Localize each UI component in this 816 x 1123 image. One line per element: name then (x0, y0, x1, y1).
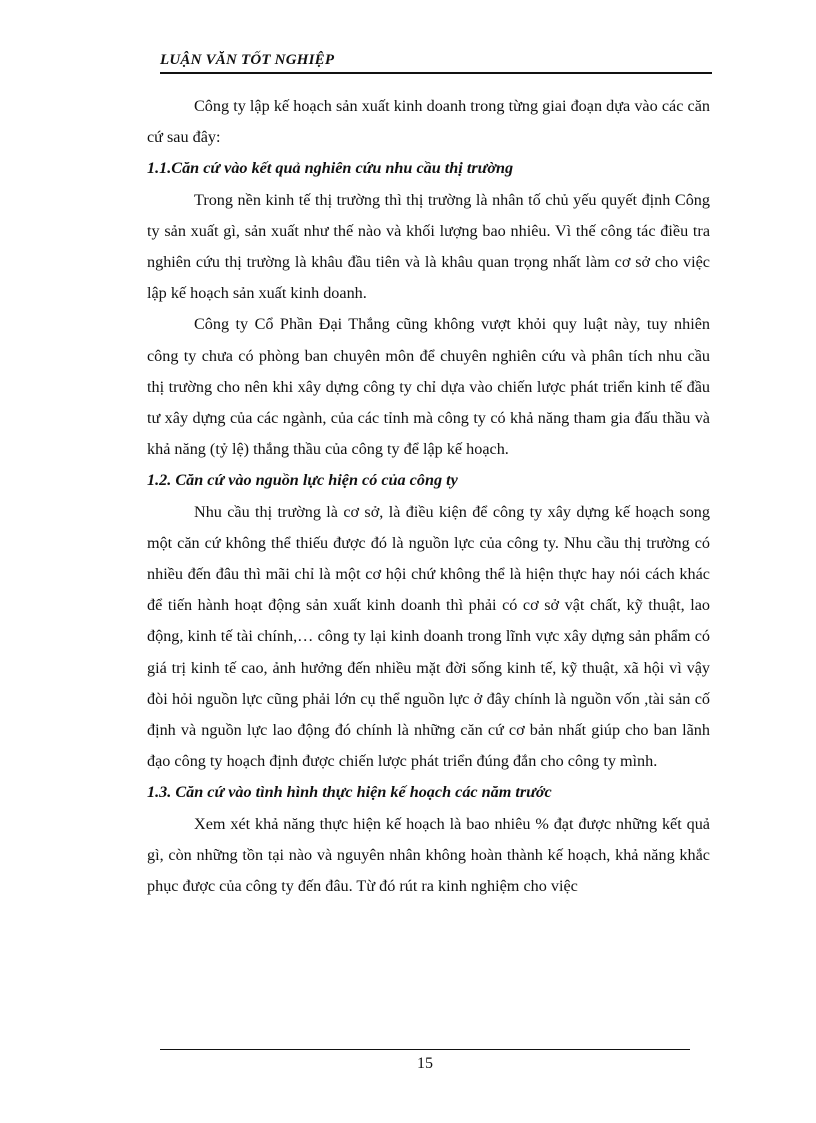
paragraph-market-research: Trong nền kinh tế thị trường thì thị trường là nhân tố chủ yếu quyết định Công ty sản xuất gì, sản xuất như thế nào và khối lượng bao nhiêu. Vì thế công tác điều tra nghiên cứu thị trường là khâu đầu tiên và là khâu quan trọng nhất làm cơ sở cho việc lập kế hoạch sản xuất kinh doanh. (147, 190, 710, 303)
paragraph-company-practice: Công ty Cổ Phần Đại Thắng cũng không vượt khỏi quy luật này, tuy nhiên công ty chưa có phòng ban chuyên môn để chuyên nghiên cứu và phân tích nhu cầu thị trường cho nên khi xây dựng công ty chỉ dựa vào chiến lược phát triển kinh tế đầu tư xây dựng của các ngành, của các tỉnh mà công ty có khả năng tham gia đấu thầu và khả năng (tỷ lệ) thắng thầu của công ty để lập kế hoạch. (147, 315, 710, 459)
section-heading-1-2: 1.2. Căn cứ vào nguồn lực hiện có của công ty (147, 471, 458, 490)
paragraph-previous-years: Xem xét khả năng thực hiện kế hoạch là bao nhiêu % đạt được những kết quả gì, còn những tồn tại nào và nguyên nhân không hoàn thành kế hoạch, khả năng khắc phục được của công ty đến đâu. Từ đó rút ra kinh nghiệm cho việc (147, 814, 710, 896)
document-body (147, 91, 710, 902)
intro-paragraph: Công ty lập kế hoạch sản xuất kinh doanh trong từng giai đoạn dựa vào các căn cứ sau đây: (147, 97, 710, 147)
paragraph-resources: Nhu cầu thị trường là cơ sở, là điều kiện để công ty xây dựng kế hoạch song một căn cứ không thể thiếu được đó là nguồn lực của công ty. Nhu cầu thị trường có nhiều đến đâu thì mãi chỉ là một cơ hội chứ không thể là hiện thực hay nói cách khác để tiến hành hoạt động sản xuất kinh doanh thì phải có cơ sở vật chất, kỹ thuật, lao động, kinh tế tài chính,… công ty lại kinh doanh trong lĩnh vực xây dựng sản phẩm có giá trị kinh tế cao, ảnh hưởng đến nhiều mặt đời sống kinh tế, kỹ thuật, xã hội vì vậy đòi hỏi nguồn lực cũng phải lớn cụ thể nguồn lực ở đây chính là nguồn vốn ,tài sản cố định và nguồn lực lao động đó chính là những căn cứ cơ bản nhất giúp cho ban lãnh đạo công ty hoạch định được chiến lược phát triển đúng đắn cho công ty mình. (147, 502, 710, 771)
header-title: LUẬN VĂN TỐT NGHIỆP (160, 52, 335, 68)
page-header (160, 50, 712, 74)
header-rule (160, 72, 712, 74)
section-heading-1-3: 1.3. Căn cứ vào tình hình thực hiện kế hoạch các năm trước (147, 783, 552, 802)
section-heading-1-1: 1.1.Căn cứ vào kết quả nghiên cứu nhu cầu thị trường (147, 159, 514, 178)
footer-rule (160, 1049, 690, 1050)
page-footer (160, 1049, 690, 1076)
page-number: 15 (417, 1055, 433, 1072)
